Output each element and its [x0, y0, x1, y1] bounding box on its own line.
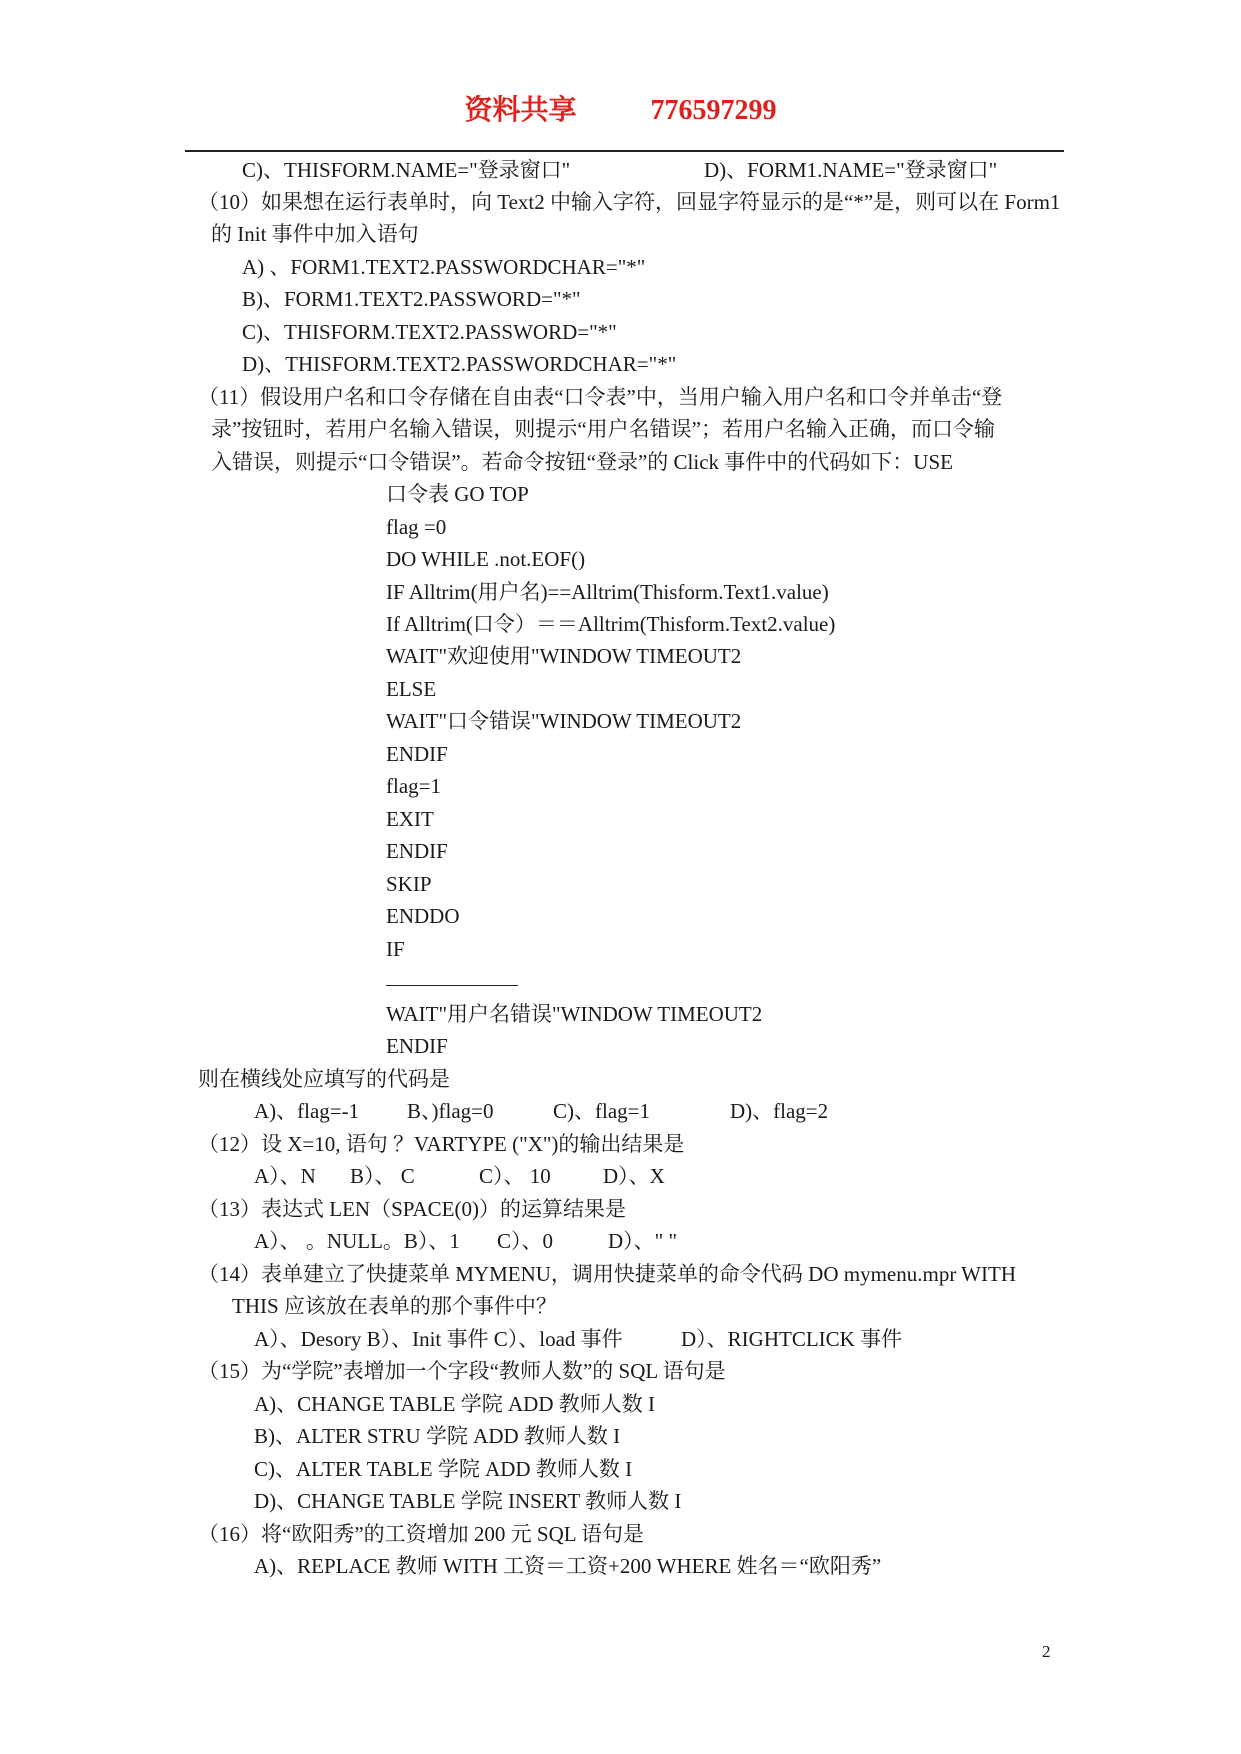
q13-option-c: C）、0 [497, 1229, 554, 1253]
code-line: WAIT"用户名错误"WINDOW TIMEOUT2 [386, 1002, 763, 1026]
q10-stem-2: 的 Init 事件中加入语句 [211, 222, 419, 246]
code-line: WAIT"口令错误"WINDOW TIMEOUT2 [386, 709, 742, 733]
q12-option-b: B）、 C [350, 1164, 415, 1188]
code-line: ENDIF [386, 1034, 448, 1058]
code-line: If Alltrim(口令）＝＝Alltrim(Thisform.Text2.value) [386, 612, 836, 636]
code-line: EXIT [386, 807, 434, 831]
q11-stem-1: （11）假设用户名和口令存储在自由表“口令表”中，当用户输入用户名和口令并单击“登 [198, 385, 1003, 409]
q12-option-a: A）、N [254, 1164, 316, 1188]
code-line: ELSE [386, 677, 437, 701]
code-line: WAIT"欢迎使用"WINDOW TIMEOUT2 [386, 644, 742, 668]
q13-stem: （13）表达式 LEN（SPACE(0)）的运算结果是 [198, 1197, 626, 1221]
q13-option-d: D）、" " [608, 1229, 678, 1253]
q11-option-d: D)、flag=2 [730, 1099, 829, 1123]
q10-option-c: C)、THISFORM.TEXT2.PASSWORD="*" [242, 320, 617, 344]
page-header [0, 88, 1241, 128]
q12-option-c: C）、 10 [479, 1164, 551, 1188]
q16-stem: （16）将“欧阳秀”的工资增加 200 元 SQL 语句是 [198, 1522, 645, 1546]
q15-stem: （15）为“学院”表增加一个字段“教师人数”的 SQL 语句是 [198, 1359, 726, 1383]
fill-in-blank [386, 985, 518, 986]
q11-option-a: A)、flag=-1 [254, 1099, 360, 1123]
page-number: 2 [1042, 1642, 1051, 1661]
q14-option-d: D）、RIGHTCLICK 事件 [681, 1327, 903, 1351]
code-line: IF Alltrim(用户名)==Alltrim(Thisform.Text1.value) [386, 580, 829, 604]
q11-option-b: B、)flag=0 [407, 1099, 494, 1123]
q16-option-a: A)、REPLACE 教师 WITH 工资＝工资+200 WHERE 姓名＝“欧阳秀” [254, 1554, 882, 1578]
header-number: 776597299 [650, 95, 777, 126]
code-line: ENDIF [386, 742, 448, 766]
code-line: DO WHILE .not.EOF() [386, 547, 586, 571]
q10-option-b: B)、FORM1.TEXT2.PASSWORD="*" [242, 287, 581, 311]
code-line: 口令表 GO TOP [386, 482, 529, 506]
code-line: ENDDO [386, 904, 460, 928]
q11-stem-3: 入错误，则提示“口令错误”。若命令按钮“登录”的 Click 事件中的代码如下：USE [211, 450, 953, 474]
header-rule [185, 150, 1064, 152]
header-title: 资料共享 [464, 95, 577, 126]
q9-option-c: C)、THISFORM.NAME="登录窗口" [242, 158, 571, 182]
q15-option-b: B)、ALTER STRU 学院 ADD 教师人数 I [254, 1424, 621, 1448]
q13-option-ab: A）、 。NULL。B）、1 [254, 1229, 460, 1253]
q11-prompt: 则在横线处应填写的代码是 [198, 1067, 450, 1091]
q15-option-d: D)、CHANGE TABLE 学院 INSERT 教师人数 I [254, 1489, 682, 1513]
q10-option-a: A) 、FORM1.TEXT2.PASSWORDCHAR="*" [242, 255, 646, 279]
q15-option-c: C)、ALTER TABLE 学院 ADD 教师人数 I [254, 1457, 633, 1481]
q11-option-c: C)、flag=1 [553, 1099, 650, 1123]
code-line: flag =0 [386, 515, 447, 539]
q12-stem: （12）设 X=10, 语句 ？VARTYPE ("X")的输出结果是 [198, 1132, 685, 1156]
q9-option-d: D)、FORM1.NAME="登录窗口" [704, 158, 998, 182]
code-line: flag=1 [386, 774, 441, 798]
q15-option-a: A)、CHANGE TABLE 学院 ADD 教师人数 I [254, 1392, 655, 1416]
code-line: ENDIF [386, 839, 448, 863]
q14-option-abc: A）、Desory B）、Init 事件 C）、load 事件 [254, 1327, 623, 1351]
q14-stem-1: （14）表单建立了快捷菜单 MYMENU，调用快捷菜单的命令代码 DO mymenu.mpr WITH [198, 1262, 1016, 1286]
q11-stem-2: 录”按钮时，若用户名输入错误，则提示“用户名错误”；若用户名输入正确，而口令输 [211, 417, 995, 441]
q14-stem-2: THIS 应该放在表单的那个事件中？ [232, 1294, 557, 1318]
q10-option-d: D)、THISFORM.TEXT2.PASSWORDCHAR="*" [242, 352, 677, 376]
q12-option-d: D）、X [603, 1164, 665, 1188]
code-line: IF [386, 937, 405, 961]
q10-stem-1: （10）如果想在运行表单时，向 Text2 中输入字符，回显字符显示的是“*”是，则可以在 Form1 [198, 190, 1061, 214]
code-line: SKIP [386, 872, 432, 896]
